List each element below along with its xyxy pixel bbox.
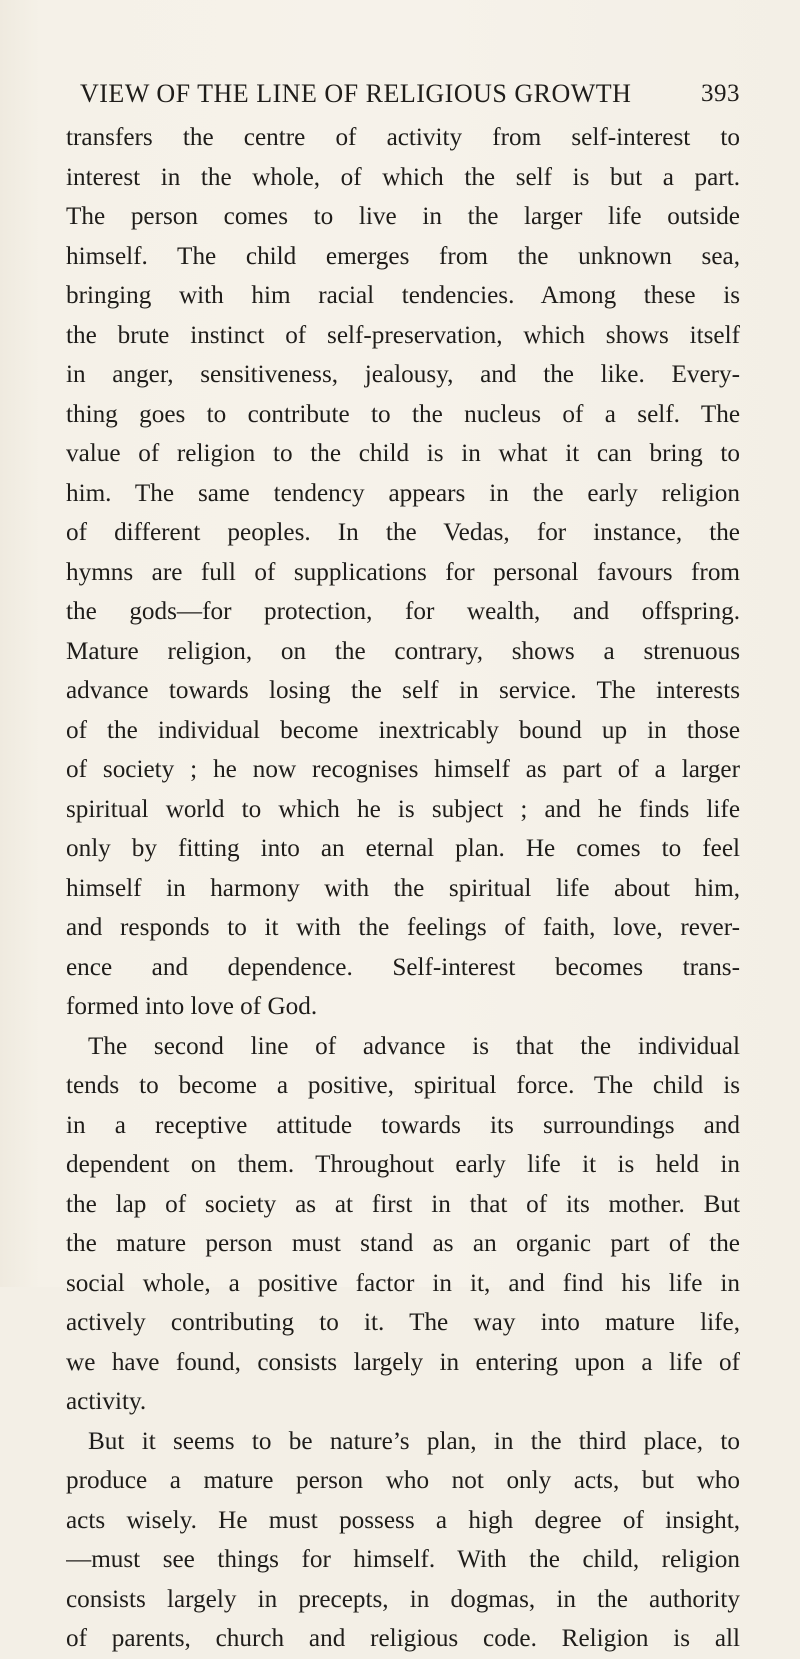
text-line: of the individual become inextricably bound up in those: [66, 716, 740, 744]
text-line: the mature person must stand as an organic part of the: [66, 1230, 740, 1257]
text-line: the gods—for protection, for wealth, and offspring.: [66, 598, 740, 625]
running-header: [80, 74, 740, 114]
text-line: But it seems to be nature’s plan, in the third place, to: [88, 1427, 740, 1455]
text-line: him. The same tendency appears in the early religion: [66, 479, 740, 507]
text-line: we have found, consists largely in entering upon a life of: [66, 1348, 740, 1376]
text-line: the brute instinct of self-preservation, which shows itself: [66, 321, 740, 349]
text-line: acts wisely. He must possess a high degree of insight,: [66, 1506, 740, 1534]
text-line: himself. The child emerges from the unknown sea,: [66, 242, 740, 270]
text-line: of society ; he now recognises himself as part of a larger: [66, 756, 740, 783]
running-title: VIEW OF THE LINE OF RELIGIOUS GROWTH: [80, 79, 632, 108]
text-line: only by fitting into an eternal plan. He comes to feel: [66, 835, 740, 862]
text-line: in a receptive attitude towards its surroundings and: [66, 1111, 740, 1139]
text-line: ence and dependence. Self-interest becomes trans-: [66, 953, 740, 981]
text-line: interest in the whole, of which the self is but a part.: [66, 163, 740, 191]
text-line: of parents, church and religious code. Religion is all: [66, 1625, 740, 1652]
text-line: actively contributing to it. The way into mature life,: [66, 1309, 740, 1336]
text-line: advance towards losing the self in service. The interests: [66, 677, 740, 704]
body-text: [66, 118, 740, 1659]
text-line: in anger, sensitiveness, jealousy, and the like. Every-: [66, 361, 740, 388]
text-line: and responds to it with the feelings of faith, love, rever-: [66, 914, 740, 941]
text-line: formed into love of God.: [66, 993, 318, 1020]
text-line: spiritual world to which he is subject ; and he finds life: [66, 795, 740, 823]
text-line: tends to become a positive, spiritual force. The child is: [66, 1072, 740, 1099]
text-line: Mature religion, on the contrary, shows a strenuous: [66, 637, 740, 665]
text-line: The second line of advance is that the individual: [88, 1032, 740, 1060]
text-line: hymns are full of supplications for personal favours from: [66, 558, 740, 586]
text-line: consists largely in precepts, in dogmas, in the authority: [66, 1585, 740, 1613]
text-line: dependent on them. Throughout early life it is held in: [66, 1151, 740, 1178]
text-line: activity.: [66, 1388, 147, 1415]
text-line: produce a mature person who not only acts, but who: [66, 1467, 740, 1494]
text-line: the lap of society as at first in that of its mother. But: [66, 1190, 740, 1218]
text-line: himself in harmony with the spiritual life about him,: [66, 874, 740, 902]
text-line: bringing with him racial tendencies. Among these is: [66, 282, 740, 309]
text-line: value of religion to the child is in what it can bring to: [66, 440, 740, 467]
text-line: —must see things for himself. With the child, religion: [66, 1546, 740, 1573]
text-line: thing goes to contribute to the nucleus of a self. The: [66, 400, 740, 428]
text-line: social whole, a positive factor in it, and find his life in: [66, 1269, 740, 1297]
page-number: 393: [701, 80, 740, 107]
text-line: transfers the centre of activity from self-interest to: [66, 124, 740, 151]
text-line: of different peoples. In the Vedas, for instance, the: [66, 519, 740, 546]
text-line: The person comes to live in the larger life outside: [66, 203, 740, 230]
